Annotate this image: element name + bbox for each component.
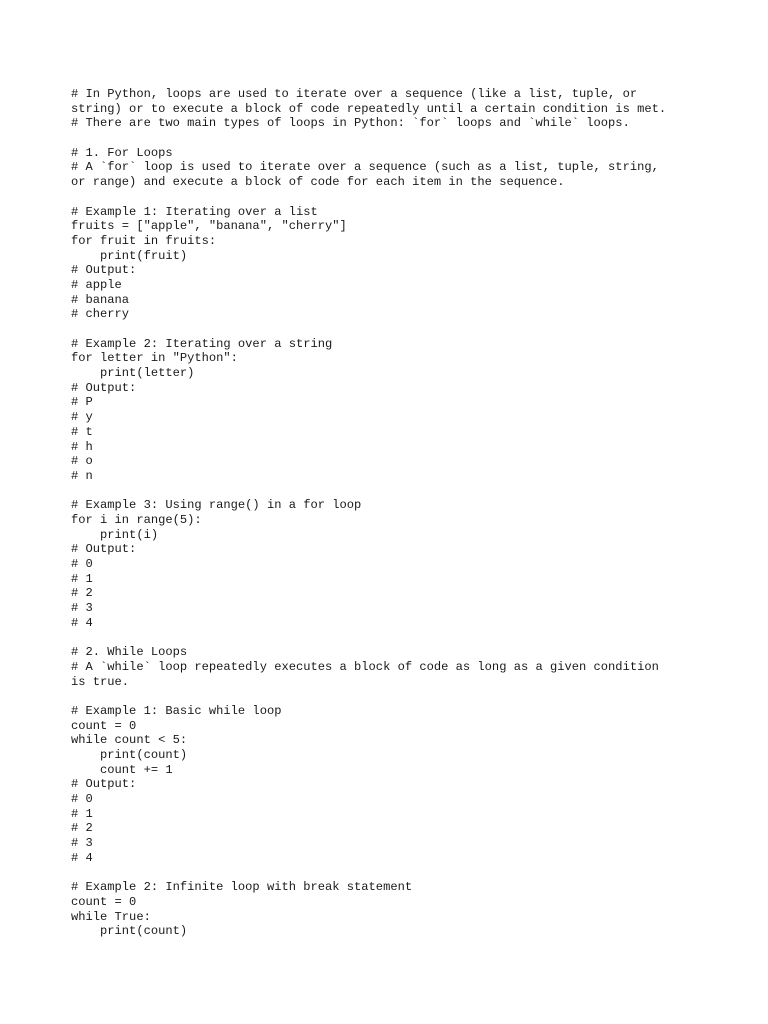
blank-line xyxy=(71,190,711,205)
code-line: # t xyxy=(71,424,93,439)
code-line: # 1. For Loops xyxy=(71,145,173,160)
code-line: # Output: xyxy=(71,777,137,792)
code-line: while True: xyxy=(71,909,151,924)
code-line: for i in range(5): xyxy=(71,512,202,527)
code-line: # 0 xyxy=(71,792,93,806)
blank-line xyxy=(71,630,711,645)
code-line: # 1 xyxy=(71,806,93,821)
code-line: # cherry xyxy=(71,307,130,322)
code-line: print(fruit) xyxy=(71,248,188,263)
code-line: while count < 5: xyxy=(71,733,188,748)
code-line: # h xyxy=(71,439,93,454)
code-line: # 2 xyxy=(71,821,93,836)
code-line: count = 0 xyxy=(71,894,137,909)
blank-line xyxy=(71,322,711,337)
code-line: print(count) xyxy=(71,924,188,939)
code-line: string) or to execute a block of code repeatedly until a certain condition is met. xyxy=(71,101,667,116)
code-line: # In Python, loops are used to iterate over a sequence (like a list, tuple, or xyxy=(71,87,638,101)
blank-line xyxy=(71,689,711,704)
code-line: # A `while` loop repeatedly executes a block of code as long as a given condition xyxy=(71,659,659,674)
code-line: print(i) xyxy=(71,527,159,542)
code-line: # 0 xyxy=(71,557,93,571)
code-line: fruits = ["apple", "banana", "cherry"] xyxy=(71,219,347,234)
code-line: print(count) xyxy=(71,747,188,762)
code-line: for fruit in fruits: xyxy=(71,233,217,248)
code-line: # y xyxy=(71,410,93,425)
code-line: # Output: xyxy=(71,263,137,278)
code-line: # 1 xyxy=(71,571,93,586)
code-line: count += 1 xyxy=(71,762,173,777)
code-line: # P xyxy=(71,395,93,410)
code-line: # Output: xyxy=(71,380,137,395)
code-line: # Output: xyxy=(71,542,137,557)
blank-line xyxy=(71,484,711,499)
code-line: # 4 xyxy=(71,850,93,865)
code-line: # There are two main types of loops in Python: `for` loops and `while` loops. xyxy=(71,116,630,131)
code-line: or range) and execute a block of code for each item in the sequence. xyxy=(71,175,565,190)
code-line: # A `for` loop is used to iterate over a sequence (such as a list, tuple, string, xyxy=(71,160,659,175)
code-line: print(letter) xyxy=(71,366,195,381)
code-line: # Example 2: Infinite loop with break statement xyxy=(71,880,413,895)
code-line: # 3 xyxy=(71,836,93,851)
code-line: is true. xyxy=(71,674,130,689)
code-line: for letter in "Python": xyxy=(71,351,238,366)
blank-line xyxy=(71,865,711,880)
code-line: # Example 3: Using range() in a for loop xyxy=(71,498,362,513)
code-text-block xyxy=(71,87,711,939)
code-line: # 2. While Loops xyxy=(71,645,188,660)
code-line: # apple xyxy=(71,277,122,292)
code-line: count = 0 xyxy=(71,718,137,733)
code-line: # 3 xyxy=(71,601,93,616)
code-line: # o xyxy=(71,454,93,469)
code-line: # Example 1: Basic while loop xyxy=(71,703,282,718)
code-line: # 2 xyxy=(71,586,93,601)
code-line: # 4 xyxy=(71,615,93,630)
code-line: # banana xyxy=(71,292,130,307)
code-line: # Example 1: Iterating over a list xyxy=(71,204,318,219)
blank-line xyxy=(71,131,711,146)
code-line: # Example 2: Iterating over a string xyxy=(71,336,333,351)
code-line: # n xyxy=(71,468,93,483)
